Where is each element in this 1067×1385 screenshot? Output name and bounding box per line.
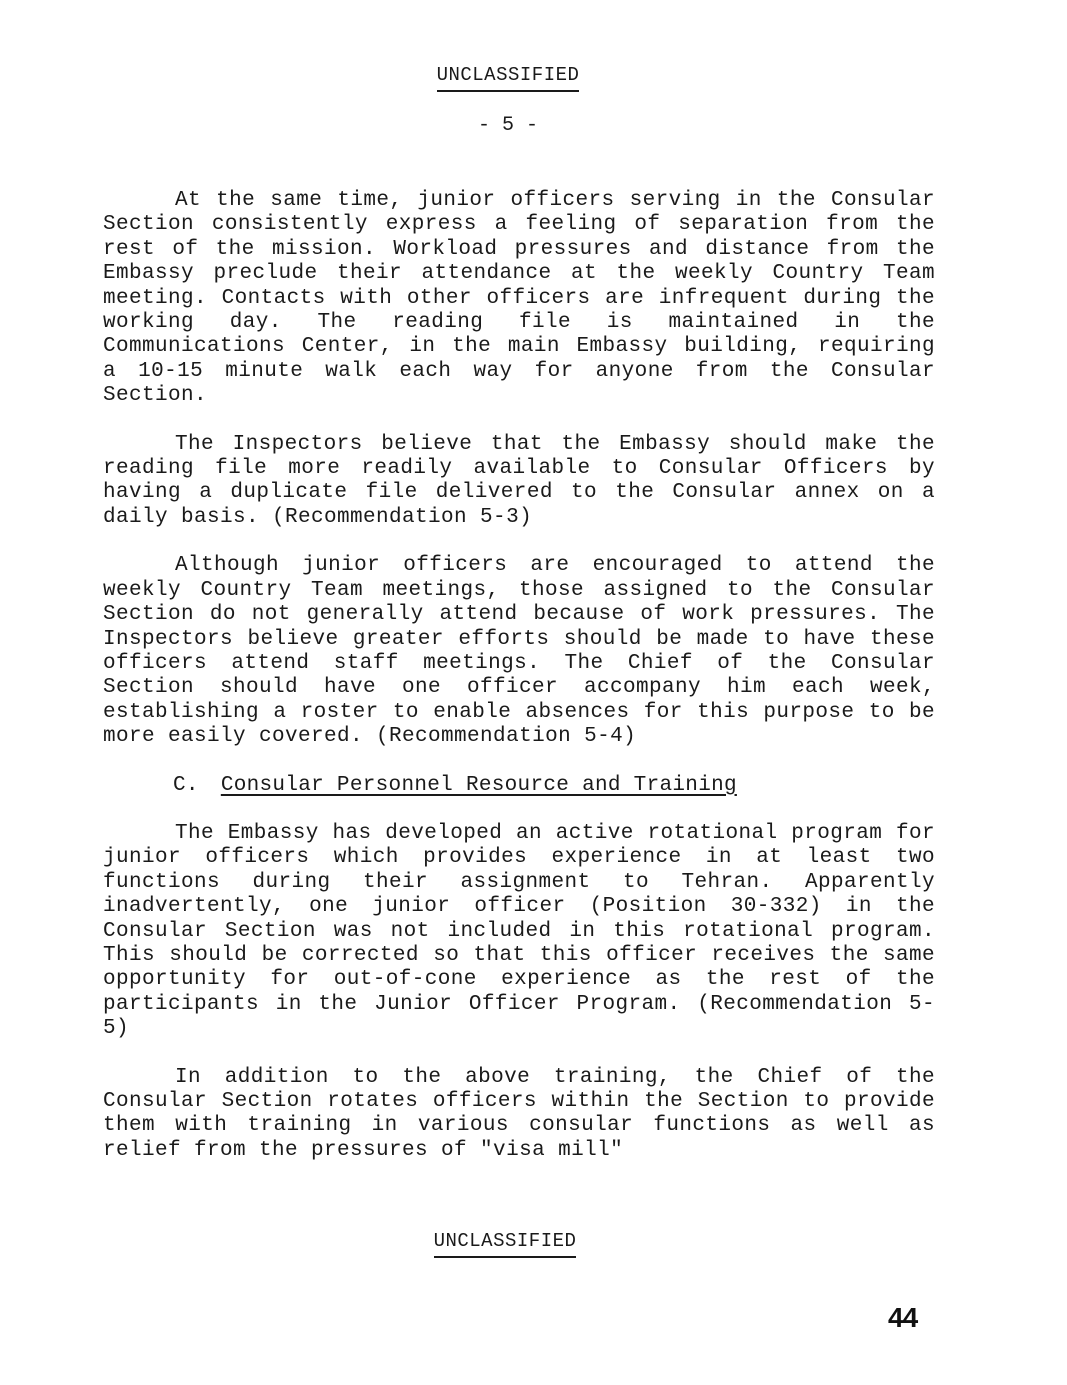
sheet-number: 44: [888, 1302, 918, 1333]
header-classification-text: UNCLASSIFIED: [437, 64, 580, 92]
document-body: [103, 189, 935, 1187]
section-heading-title: Consular Personnel Resource and Training: [220, 773, 737, 797]
footer-classification: [0, 1230, 1010, 1252]
paragraph-separation: At the same time, junior officers serving in the Consular Section consistently express a feeling of separation from the rest of the mission. Workload pressures and distance from the Embassy preclude their attendance at the weekly Country Team meeting. Contacts with other officers are infrequent during the working day. The reading file is maintained in the Communications Center, in the main Embassy building, requiring a 10-15 minute walk each way for anyone from the Consular Section.: [103, 189, 935, 408]
page-number: - 5 -: [477, 114, 538, 137]
paragraph-additional-training: In addition to the above training, the Chief of the Consular Section rotates officers within the Section to provide them with training in various consular functions as well as relief from the pressures of "visa mill": [103, 1065, 935, 1162]
section-heading: [103, 774, 935, 798]
section-heading-label: C.: [173, 773, 199, 797]
paragraph-reading-file: The Inspectors believe that the Embassy should make the reading file more readily available to Consular Officers by having a duplicate file delivered to the Consular annex on a daily basis. (Recommendation 5-3): [103, 432, 935, 529]
footer-classification-text: UNCLASSIFIED: [434, 1230, 577, 1258]
header-classification: [0, 64, 1016, 86]
paragraph-rotational-program: The Embassy has developed an active rotational program for junior officers which provides experience in at least two functions during their assignment to Tehran. Apparently inadvertently, one junior officer (Position 30-332) in the Consular Section was not included in this rotational program. This should be corrected so that this officer receives the same opportunity for out-of-cone experience as the rest of the participants in the Junior Officer Program. (Recommendation 5-5): [103, 821, 935, 1041]
paragraph-staff-meetings: Although junior officers are encouraged to attend the weekly Country Team meetings, those assigned to the Consular Section do not generally attend because of work pressures. The Inspectors believe greater efforts should be made to have these officers attend staff meetings. The Chief of the Consular Section should have one officer accompany him each week, establishing a roster to enable absences for this purpose to be more easily covered. (Recommendation 5-4): [103, 554, 935, 749]
